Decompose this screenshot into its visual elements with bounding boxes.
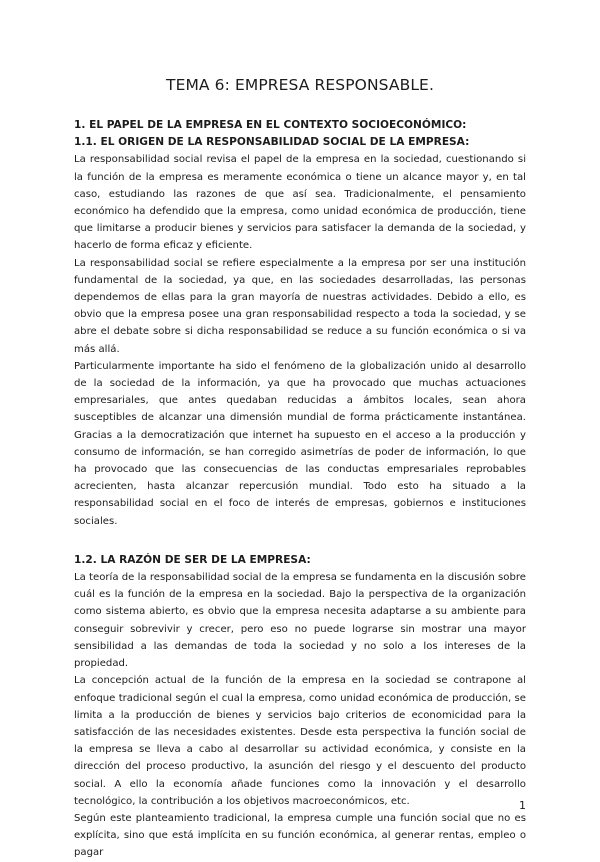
section-heading-1-1: 1.1. EL ORIGEN DE LA RESPONSABILIDAD SOCIAL DE LA EMPRESA: bbox=[74, 136, 470, 149]
section-heading-1: 1. EL PAPEL DE LA EMPRESA EN EL CONTEXTO SOCIOECONÓMICO: bbox=[74, 119, 467, 131]
document-body bbox=[74, 117, 526, 862]
paragraph: La responsabilidad social revisa el papel de la empresa en la sociedad, cuestionando si la función de la empresa es meramente económica o tiene un alcance mayor y, en tal caso, estudiando las razones de que así sea. Tradicionalmente, el pensamiento económico ha defendido que la empresa, como unidad económica de producción, tiene que limitarse a producir bienes y servicios para satisfacer la demanda de la sociedad, y hacerlo de forma eficaz y eficiente. bbox=[74, 154, 526, 252]
section-spacer bbox=[74, 530, 526, 552]
page-number: 1 bbox=[519, 799, 526, 812]
document-title: TEMA 6: EMPRESA RESPONSABLE. bbox=[166, 76, 434, 94]
section-heading-1-2: 1.2. LA RAZÓN DE SER DE LA EMPRESA: bbox=[74, 553, 311, 566]
paragraph: Particularmente importante ha sido el fenómeno de la globalización unido al desarrollo de la sociedad de la información, ya que ha provocado que muchas actuaciones empresariales, que antes quedaban reducidas a ámbitos locales, sean ahora susceptibles de alcanzar una dimensión mundial de forma prácticamente instantánea. Gracias a la democratización que internet ha supuesto en el acceso a la producción y consumo de información, se han corregido asimetrías de poder de información, lo que ha provocado que las consecuencias de las conductas empresariales reprobables acrecienten, hasta alcanzar repercusión mundial. Todo esto ha situado a la responsabilidad social en el foco de interés de empresas, gobiernos e instituciones sociales. bbox=[74, 360, 526, 527]
paragraph: Según este planteamiento tradicional, la empresa cumple una función social que no es explícita, sino que está implícita en su función económica, al generar rentas, empleo o pagar bbox=[74, 812, 526, 859]
paragraph: La concepción actual de la función de la empresa en la sociedad se contrapone al enfoque tradicional según el cual la empresa, como unidad económica de producción, se limita a la producción de bienes y servicios bajo criterios de economicidad para la satisfacción de las necesidades existentes. Desde esta perspectiva la función social de la empresa se lleva a cabo al desarrollar su actividad económica, y consiste en la dirección del proceso productivo, la asunción del riesgo y el descuento del producto social. A ello la economía añade funciones como la innovación y el desarrollo tecnológico, la contribución a los objetivos macroeconómicos, etc. bbox=[74, 675, 526, 807]
paragraph: La teoría de la responsabilidad social de la empresa se fundamenta en la discusión sobre cuál es la función de la empresa en la sociedad. Bajo la perspectiva de la organización como sistema abierto, es obvio que la empresa necesita adaptarse a su ambiente para conseguir sobrevivir y crecer, pero eso no puede lograrse sin mostrar una mayor sensibilidad a las demandas de toda la sociedad y no solo a los intereses de la propiedad. bbox=[74, 572, 526, 670]
paragraph: La responsabilidad social se refiere especialmente a la empresa por ser una institución fundamental de la sociedad, ya que, en las sociedades desarrolladas, las personas dependemos de ellas para la gran mayoría de nuestras actividades. Debido a ello, es obvio que la empresa posee una gran responsabilidad respecto a toda la sociedad, y se abre el debate sobre si dicha responsabilidad se reduce a su función económica o si va más allá. bbox=[74, 257, 526, 355]
